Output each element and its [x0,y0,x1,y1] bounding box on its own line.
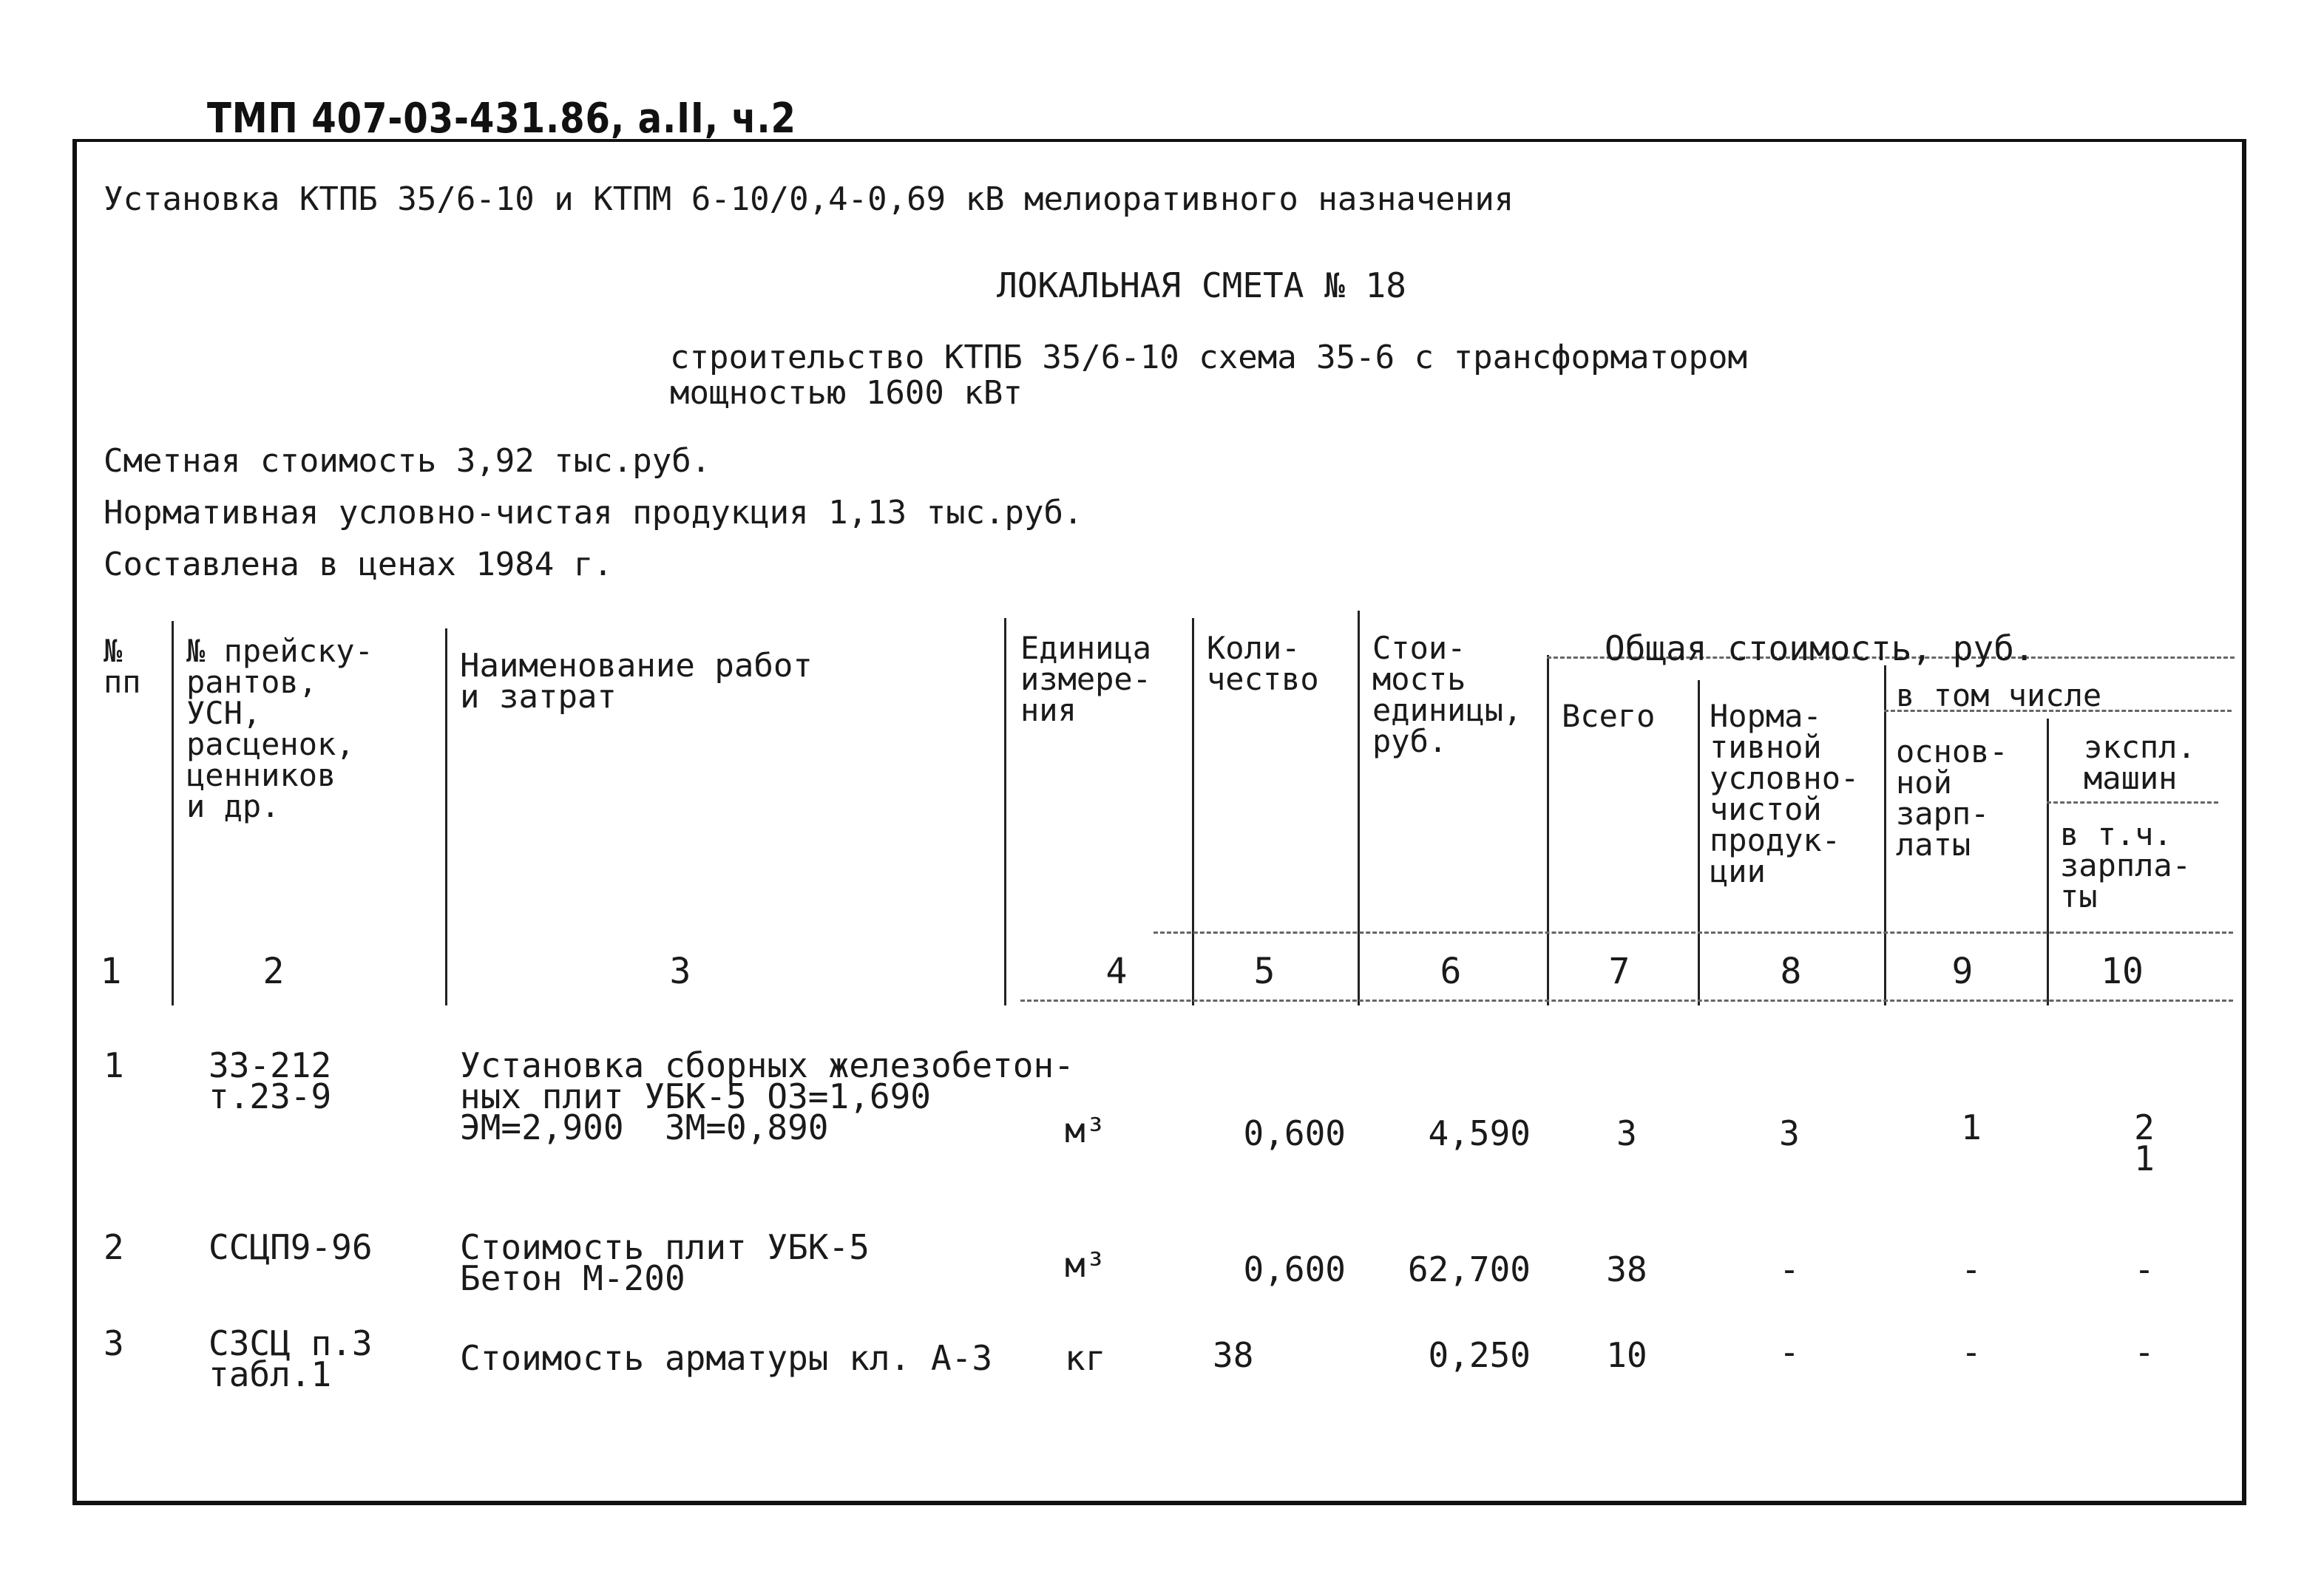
header-quantity: Коли- чество [1207,630,1319,697]
price-basis: Составлена в ценах 1984 г. [104,546,613,583]
row-3-total: 10 [1606,1335,1647,1375]
row-2-code: ССЦП9-96 [209,1227,373,1267]
row-2-name: Стоимость плит УБК-5 Бетон М-200 [460,1227,870,1298]
row-3-machines: - [2134,1332,2155,1372]
row-2-machines: - [2134,1249,2155,1289]
row-2-total: 38 [1606,1249,1647,1289]
header-including: в том числе [1896,677,2102,713]
row-1-salary: 1 [1961,1107,1982,1147]
table-divider [2047,719,2049,1005]
row-1-unit-cost: 4,590 [1428,1113,1531,1153]
row-1-machines: 2 1 [2134,1107,2155,1178]
table-divider [445,628,447,1005]
header-total: Всего [1562,698,1656,734]
header-number: № пп [104,633,141,700]
table-divider [1192,618,1194,1005]
column-number: 4 [1105,951,1128,992]
table-divider [1884,665,1886,1005]
column-number: 7 [1608,951,1630,992]
row-2-number: 2 [104,1227,124,1267]
header-base-salary: основ- ной зарп- латы [1896,733,2008,863]
row-3-normative: - [1779,1332,1800,1372]
column-number: 6 [1440,951,1462,992]
row-1-total: 3 [1616,1113,1637,1153]
table-divider [1004,618,1006,1005]
column-number: 2 [262,951,285,992]
header-unit: Единица измере- ния [1020,630,1152,728]
header-total-cost-group: Общая стоимость, руб. [1605,628,2035,668]
row-3-code: СЗСЦ п.3 табл.1 [209,1323,373,1394]
column-number: 1 [100,951,122,992]
row-3-salary: - [1961,1332,1982,1372]
column-number: 3 [669,951,691,992]
row-2-normative: - [1779,1249,1800,1289]
row-2-unit: м³ [1065,1245,1106,1285]
object-line-1: строительство КТПБ 35/6-10 схема 35-6 с трансформатором [670,339,1747,376]
row-1-name: Установка сборных железобетон- ных плит УБК-5 ОЗ=1,690 ЭМ=2,900 ЗМ=0,890 [460,1045,1074,1147]
header-pricelist: № прейску- рантов, УСН, расценок, ценников и др. [186,633,373,824]
row-3-unit-cost: 0,250 [1428,1335,1531,1375]
column-number: 5 [1253,951,1276,992]
column-number: 10 [2101,951,2144,992]
column-number: 8 [1780,951,1802,992]
object-line-2: мощностью 1600 кВт [670,374,1023,412]
header-machines-salary: в т.ч. зарпла- ты [2060,816,2192,915]
table-divider [1358,611,1360,1005]
document-code: ТМП 407-03-431.86, а.II, ч.2 [207,95,796,143]
row-2-unit-cost: 62,700 [1407,1249,1531,1289]
table-divider [172,621,174,1005]
row-1-normative: 3 [1779,1113,1800,1153]
row-2-salary: - [1961,1249,1982,1289]
row-3-quantity: 38 [1213,1335,1254,1375]
header-unit-cost: Стои- мость единицы, руб. [1372,630,1522,759]
document-title-line: Установка КТПБ 35/6-10 и КТПМ 6-10/0,4-0,69 кВ мелиоративного назначения [104,180,1514,218]
header-work-name: Наименование работ и затрат [460,647,813,716]
normative-product: Нормативная условно-чистая продукция 1,13 тыс.руб. [104,494,1083,532]
table-rule [1153,932,2233,934]
column-number: 9 [1951,951,1974,992]
row-3-name: Стоимость арматуры кл. А-3 [460,1338,993,1378]
header-normative-product: Норма- тивной условно- чистой продук- ции [1710,698,1860,889]
row-1-number: 1 [104,1045,124,1085]
row-1-unit: м³ [1065,1110,1106,1150]
row-1-code: 33-212 т.23-9 [209,1045,332,1116]
estimate-title: ЛОКАЛЬНАЯ СМЕТА № 18 [997,265,1406,305]
row-1-quantity: 0,600 [1243,1113,1346,1153]
estimated-cost: Сметная стоимость 3,92 тыс.руб. [104,442,711,480]
row-3-unit: кг [1065,1338,1106,1378]
table-divider [1698,680,1700,1005]
table-rule [2047,801,2218,804]
table-rule [1020,1000,2233,1002]
header-machines: экспл. машин [2084,729,2196,796]
row-3-number: 3 [104,1323,124,1363]
table-divider [1547,655,1549,1005]
row-2-quantity: 0,600 [1243,1249,1346,1289]
